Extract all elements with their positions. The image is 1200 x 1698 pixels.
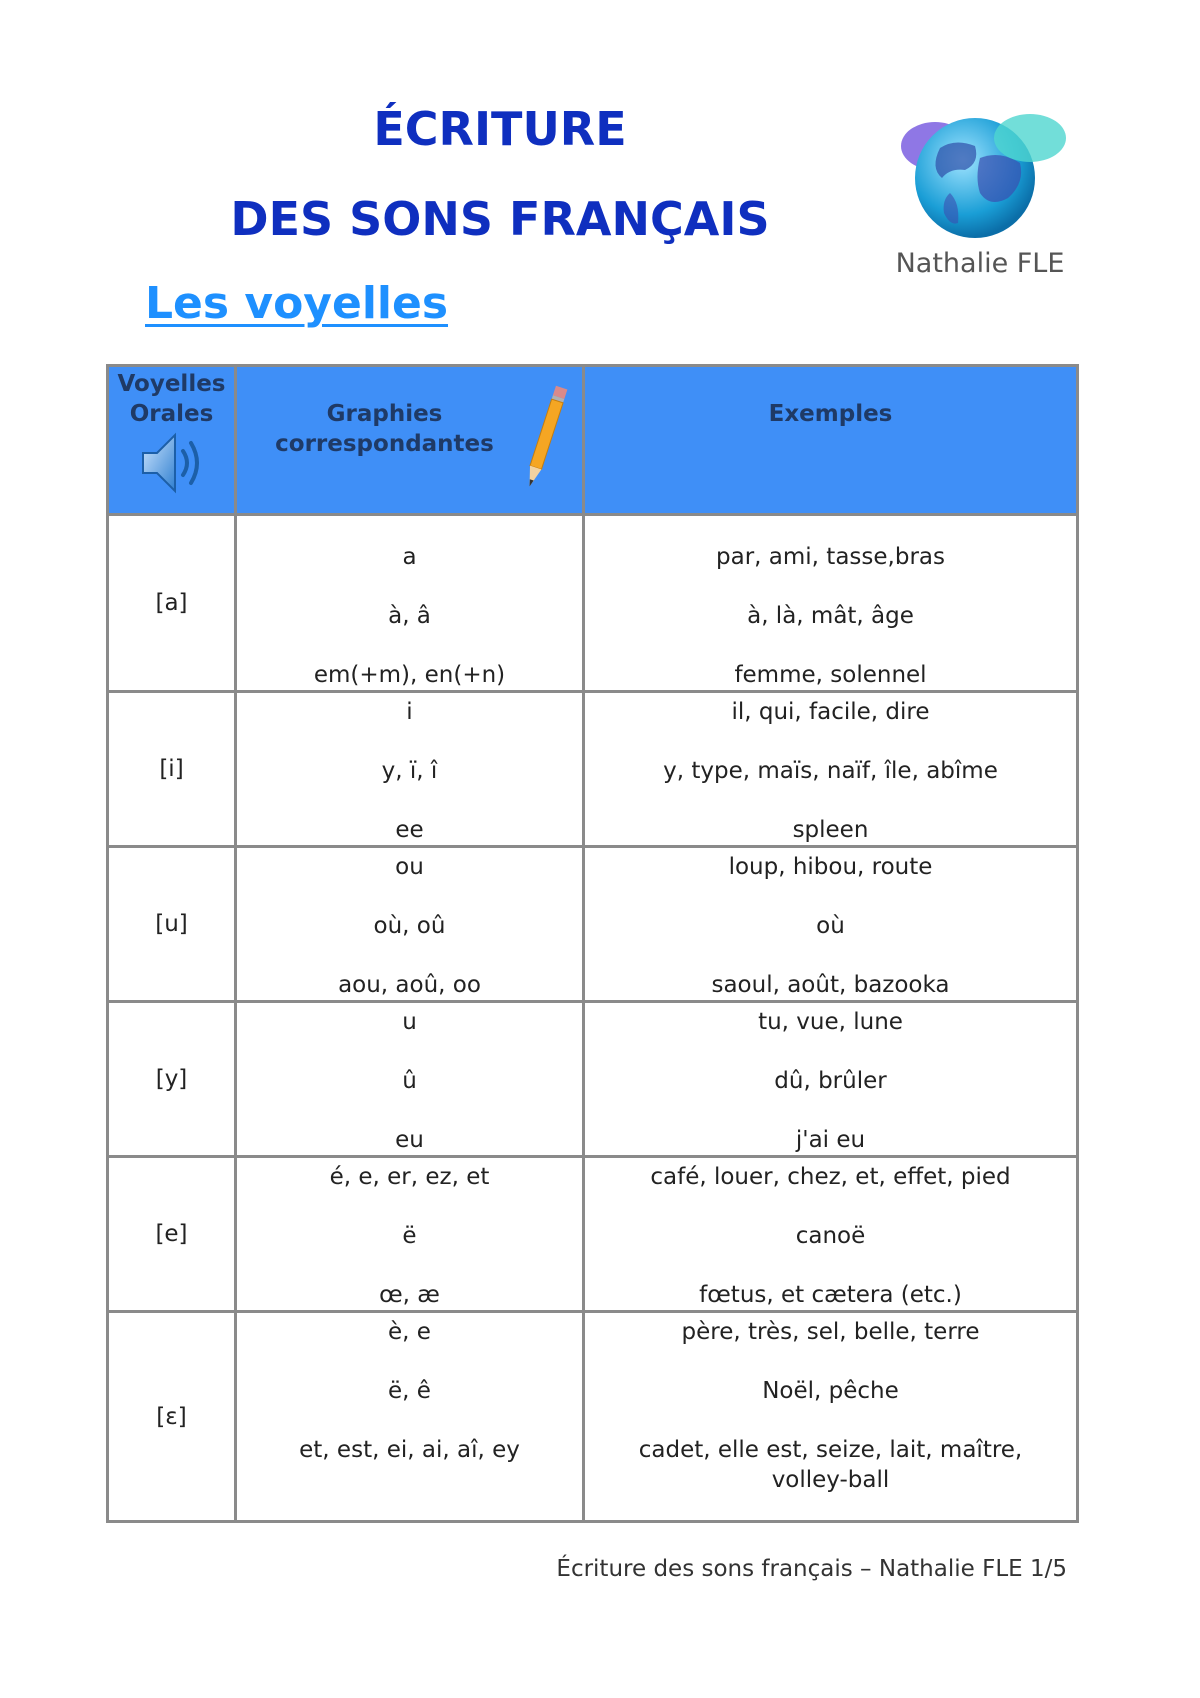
example-line: café, louer, chez, et, effet, pied [650, 1164, 1011, 1190]
example-line: spleen [792, 817, 869, 843]
graphie-line: a [402, 544, 417, 570]
example-line: à, là, mât, âge [747, 603, 914, 629]
graphie-line: é, e, er, ez, et [329, 1164, 490, 1190]
examples-cell [584, 692, 1078, 847]
graphie-line: aou, aoû, oo [338, 972, 481, 998]
graphies-cell [236, 515, 584, 692]
table-header-row [108, 366, 1078, 515]
graphie-line: ë [402, 1223, 417, 1249]
pencil-icon [520, 381, 570, 497]
logo [880, 108, 1080, 283]
table-row [108, 692, 1078, 847]
examples-cell [584, 1002, 1078, 1157]
graphie-line: y, ï, î [381, 758, 438, 784]
example-line: y, type, maïs, naïf, île, abîme [663, 758, 998, 784]
examples-cell [584, 1157, 1078, 1312]
header-label: Graphies correspondantes [275, 401, 494, 457]
table-row [108, 1157, 1078, 1312]
example-line: canoë [795, 1223, 866, 1249]
graphies-cell [236, 847, 584, 1002]
example-line: père, très, sel, belle, terre [681, 1319, 980, 1345]
graphies-cell [236, 1002, 584, 1157]
graphie-line: œ, æ [379, 1282, 440, 1308]
page-footer: Écriture des sons français – Nathalie FLE 1/5 [556, 1556, 1067, 1582]
example-line: femme, solennel [734, 662, 927, 688]
graphie-line: ou [395, 854, 424, 880]
speaker-icon [137, 427, 205, 499]
example-line: saoul, août, bazooka [711, 972, 950, 998]
graphie-line: ee [395, 817, 424, 843]
examples-cell [584, 1312, 1078, 1522]
example-line: j'ai eu [795, 1127, 866, 1153]
graphie-line: et, est, ei, ai, aî, ey [299, 1437, 520, 1463]
table-row [108, 847, 1078, 1002]
table-row [108, 515, 1078, 692]
sound-cell: [u] [108, 847, 236, 1002]
graphie-line: em(+m), en(+n) [313, 662, 506, 688]
examples-cell [584, 847, 1078, 1002]
example-line: tu, vue, lune [758, 1009, 903, 1035]
globe-icon [880, 108, 1080, 258]
example-line: dû, brûler [774, 1068, 887, 1094]
graphie-line: i [406, 699, 413, 725]
header-voyelles-orales [108, 366, 236, 515]
graphie-line: eu [395, 1127, 424, 1153]
graphies-cell [236, 1157, 584, 1312]
example-line: où [816, 913, 845, 939]
table-row [108, 1312, 1078, 1522]
header-exemples [584, 366, 1078, 515]
example-line: fœtus, et cætera (etc.) [699, 1282, 962, 1308]
graphies-cell [236, 1312, 584, 1522]
graphie-line: û [402, 1068, 417, 1094]
examples-cell [584, 515, 1078, 692]
graphie-line: u [402, 1009, 417, 1035]
header-label: Voyelles Orales [117, 371, 226, 427]
graphie-line: ë, ê [388, 1378, 431, 1404]
logo-text: Nathalie FLE [895, 248, 1065, 279]
header-graphies [236, 366, 584, 515]
page-title: ÉCRITURE [373, 102, 627, 156]
header-label: Exemples [768, 401, 893, 427]
vowel-table [106, 364, 1079, 1523]
sound-cell: [e] [108, 1157, 236, 1312]
page-title-line2: DES SONS FRANÇAIS [230, 192, 770, 246]
sound-cell: [ɛ] [108, 1312, 236, 1522]
table-row [108, 1002, 1078, 1157]
example-line: loup, hibou, route [728, 854, 933, 880]
graphies-cell [236, 692, 584, 847]
example-line: Noël, pêche [762, 1378, 899, 1404]
section-subtitle: Les voyelles [145, 278, 449, 329]
graphie-line: è, e [388, 1319, 431, 1345]
example-line: il, qui, facile, dire [731, 699, 930, 725]
graphie-line: où, oû [373, 913, 446, 939]
example-line: par, ami, tasse,bras [716, 544, 945, 570]
example-line: cadet, elle est, seize, lait, maître, volley-ball [638, 1437, 1023, 1493]
sound-cell: [i] [108, 692, 236, 847]
graphie-line: à, â [388, 603, 431, 629]
sound-cell: [a] [108, 515, 236, 692]
sound-cell: [y] [108, 1002, 236, 1157]
